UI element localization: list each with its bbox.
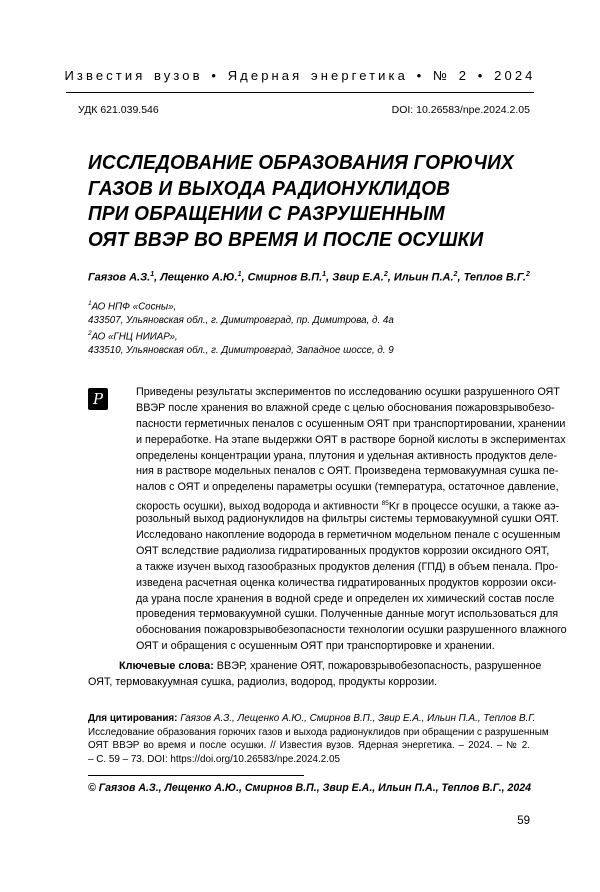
author-name: Ильин П.А. xyxy=(393,271,454,284)
citation-label: Для цитирования: xyxy=(88,713,178,724)
abstract-line: и переработке. На этапе выдержки ОЯТ в растворе борной кислоты в экспериментах xyxy=(136,433,566,446)
author-separator: , xyxy=(154,271,161,284)
page-number: 59 xyxy=(517,815,530,827)
abstract-line: Исследовано накопление водорода в герметичном модельном пенале с осушенным xyxy=(136,529,561,542)
title-line: ИССЛЕДОВАНИЕ ОБРАЗОВАНИЯ ГОРЮЧИХ xyxy=(88,151,514,174)
abstract-line: да урана после хранения в водной среде и определен их химический состав после xyxy=(136,592,555,605)
affiliation-marker: 1 xyxy=(237,271,242,278)
author-separator: , xyxy=(457,271,464,284)
abstract-line: проведения термовакуумной сушки. Полученные данные могут использоваться для xyxy=(136,608,559,621)
affiliation-marker: 2 xyxy=(383,271,388,278)
abstract-line: ОЯТ вследствие радиолиза гидратированных продуктов коррозии оксидного ОЯТ, xyxy=(136,544,550,557)
affiliation-org: АО «ГНЦ НИИАР», xyxy=(91,331,178,343)
affiliation-marker: 2 xyxy=(525,271,530,278)
footer-rule xyxy=(88,775,304,776)
abstract-line: ния в растворе модельных пеналов с ОЯТ. Произведена термовакуумная сушка пе- xyxy=(136,465,559,478)
affiliation-address: 433507, Ульяновская обл., г. Димитровград, пр. Димитрова, д. 4а xyxy=(88,314,394,326)
affiliation-org: АО НПФ «Сосны», xyxy=(91,301,177,313)
author-name: Лещенко А.Ю. xyxy=(160,271,238,284)
affiliation-marker: 1 xyxy=(150,271,155,278)
author-name: Гаязов А.З. xyxy=(88,271,151,284)
abstract-text: Kr в процессе осушки, а также аэ- xyxy=(388,500,560,513)
abstract-line: определены концентрации урана, плутония и удельная активность продуктов деле- xyxy=(136,449,557,462)
keywords-line: ОЯТ, термовакуумная сушка, радиолиз, водород, продукты коррозии. xyxy=(88,676,438,688)
abstract xyxy=(136,385,567,655)
abstract-line: ВВЭР после хранения во влажной среде с целью обоснования пожаровзрывобезо- xyxy=(136,401,555,414)
affiliation-number: 2 xyxy=(88,330,92,338)
doi-header: DOI: 10.26583/npe.2024.2.05 xyxy=(391,104,530,116)
abstract-line xyxy=(136,496,560,513)
title-line: ПРИ ОБРАЩЕНИИ С РАЗРУШЕННЫМ xyxy=(88,202,445,225)
abstract-line: а также изучен выход газообразных продуктов деления (ГПД) в объем пенала. Про- xyxy=(136,560,559,573)
author-list xyxy=(88,271,528,284)
abstract-line: налов с ОЯТ и определены параметры осушки (температура, остаточное давление, xyxy=(136,481,559,494)
author-name: Теплов В.Г. xyxy=(463,271,526,284)
badge-letter: P xyxy=(92,390,104,408)
affiliation-address: 433510, Ульяновская обл., г. Димитровград, Западное шоссе, д. 9 xyxy=(88,344,394,356)
abstract-line: Приведены результаты экспериментов по исследованию осушки разрушенного ОЯТ xyxy=(136,386,560,398)
citation-line xyxy=(88,712,536,726)
abstract-line: розольный выход радионуклидов на фильтры системы термовакуумной сушки ОЯТ. xyxy=(136,513,559,526)
citation-line: ОЯТ ВВЭР во время и после осушки. // Известия вузов. Ядерная энергетика. – 2024. – № 2. xyxy=(88,740,530,752)
author-name: Звир Е.А. xyxy=(332,271,384,284)
abstract-text: скорость осушки), выход водорода и активности xyxy=(136,500,382,513)
citation-line: Исследование образования горючих газов и выхода радионуклидов при обращении с разрушенным xyxy=(88,726,549,738)
keywords-label: Ключевые слова: xyxy=(119,660,214,672)
abstract-line: ОЯТ и обращения с осушенным ОЯТ при транспортировке и хранении. xyxy=(136,640,495,653)
udk-code: УДК 621.039.546 xyxy=(78,104,159,116)
abstract-line: изведена расчетная оценка количества гидратированных продуктов коррозии окси- xyxy=(136,576,557,589)
isotope-mass-number: 85 xyxy=(381,500,389,508)
title-line: ГАЗОВ И ВЫХОДА РАДИОНУКЛИДОВ xyxy=(88,176,451,200)
affiliation-name xyxy=(88,327,528,344)
keywords xyxy=(88,658,542,690)
author-separator: , xyxy=(241,271,248,284)
affiliation-number: 1 xyxy=(88,300,92,307)
affiliation-marker: 2 xyxy=(453,271,458,278)
author-separator: , xyxy=(387,271,394,284)
affiliation-name xyxy=(88,297,528,314)
header-rule xyxy=(66,92,534,93)
copyright-line: © Гаязов А.З., Лещенко А.Ю., Смирнов В.П., Звир Е.А., Ильин П.А., Теплов В.Г., 2024 xyxy=(88,782,532,794)
author-separator: , xyxy=(326,271,333,284)
citation-line: – С. 59 – 73. DOI: https://doi.org/10.26583/npe.2024.2.05 xyxy=(88,753,340,765)
affiliations xyxy=(88,297,528,357)
article-title xyxy=(88,150,516,252)
journal-running-header: Известия вузов • Ядерная энергетика • № 2 • 2024 xyxy=(64,68,536,83)
title-line: ОЯТ ВВЭР ВО ВРЕМЯ И ПОСЛЕ ОСУШКИ xyxy=(88,227,484,251)
keywords-line xyxy=(88,658,542,674)
keywords-text: ВВЭР, хранение ОЯТ, пожаровзрывобезопасность, разрушенное xyxy=(213,660,542,672)
citation-block xyxy=(88,712,549,766)
abstract-line: пасности герметичных пеналов с осушенным ОЯТ при транспортировании, хранении xyxy=(136,417,566,430)
citation-authors: Гаязов А.З., Лещенко А.Ю., Смирнов В.П., Звир Е.А., Ильин П.А., Теплов В.Г. xyxy=(177,713,536,724)
author-name: Смирнов В.П. xyxy=(247,271,323,284)
abstract-line: обоснования пожаровзрывобезопасности технологии осушки разрушенного влажного xyxy=(136,624,567,637)
abstract-p-icon xyxy=(88,388,108,410)
script-p-icon xyxy=(90,390,106,408)
affiliation-marker: 1 xyxy=(322,271,327,278)
